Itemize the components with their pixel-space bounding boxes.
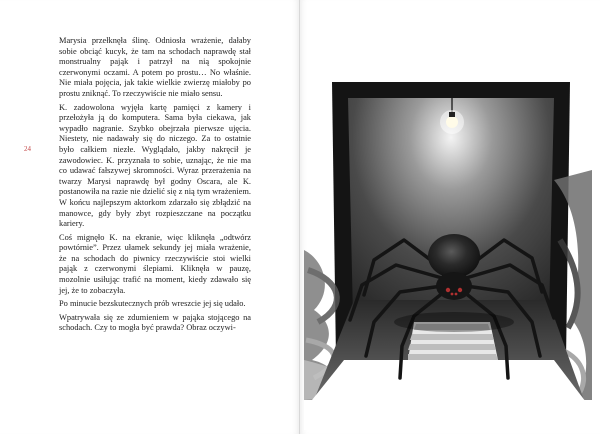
right-page: [300, 0, 600, 434]
paragraph-3: Coś mignęło K. na ekranie, więc kliknęła „odtwórz powtórnie”. Przez ułamek sekundy jej miała wrażenie, że na schodach do piwnicy rzeczywiście stoi wielki pająk z czerwonymi ślepiami. Kliknęła w pauzę, mozolnie usiłując trafić na moment, kiedy zdawało się jej, że to zobaczyła.: [59, 232, 251, 295]
body-text: [59, 36, 251, 337]
paragraph-2: K. zadowolona wyjęła kartę pamięci z kamery i przełożyła ją do komputera. Sama była ciekawa, jak wypadło nagranie. Szybko obejrzała pierwsze ujęcia. Niestety, nie nadawały się do niczego. Za to ostatnie było całkiem niezłe. Wyglądało, jakby nakręcił je zawodowiec. K. przyznała to sobie, uznając, że nie ma co udawać fałszywej skromności. Wyraz przerażenia na twarzy Marysi naprawdę był godny Oscara, ale K. postanowiła na razie nie dzielić się z nią tym wrażeniem. W końcu najlepszym aktorkom zdarzało się zbłądzić na manowce, gdy były zbyt rozpieszczane na początku kariery.: [59, 102, 251, 229]
spider-illustration: [304, 60, 592, 430]
paragraph-1: Marysia przełknęła ślinę. Odniosła wrażenie, dałaby sobie obciąć kucyk, że tam na schodach naprawdę stał monstrualny pająk i patrzył na nią spokojnie czerwonymi oczami. A potem po prostu… No właśnie. Nie miała pojęcia, jak takie wielkie zwierzę miałoby po prostu zniknąć. To rzeczywiście nie miało sensu.: [59, 36, 251, 98]
page-number: 24: [24, 145, 31, 153]
paragraph-5: Wpatrywała się ze zdumieniem w pająka stojącego na schodach. Czy to mogła być prawda? Obraz oczywi-: [59, 312, 251, 333]
paragraph-4: Po minucie bezskutecznych prób wreszcie jej się udało.: [59, 299, 246, 309]
